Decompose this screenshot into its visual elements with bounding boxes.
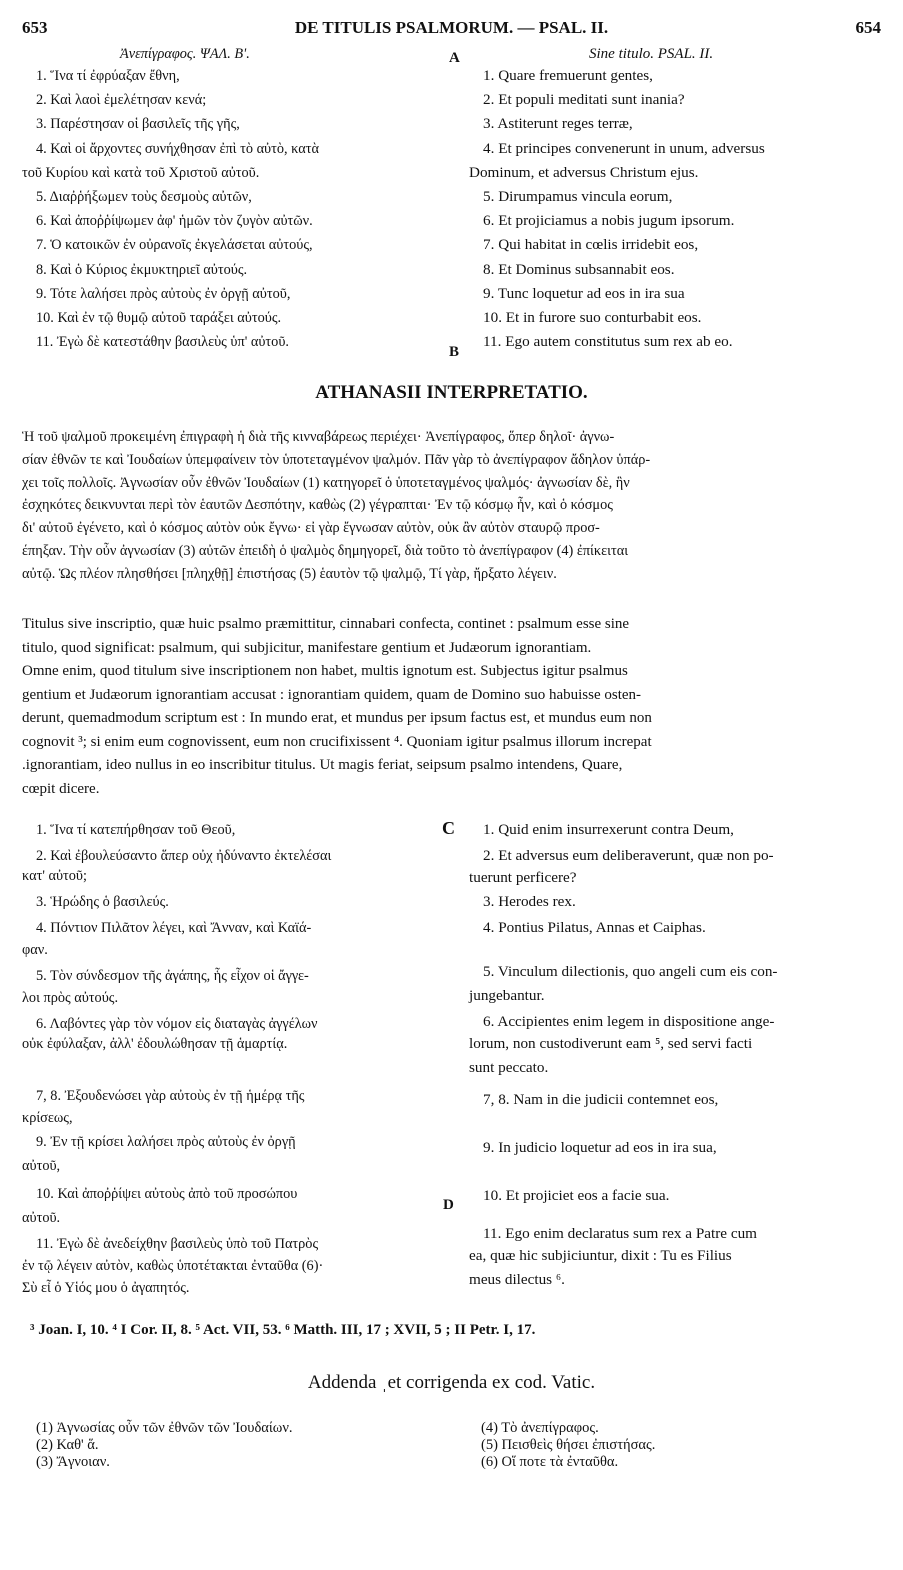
- commentary-verse-latin: ea, quæ hic subjiciuntur, dixit : Tu es Filius: [469, 1247, 732, 1264]
- greek-paragraph-line: χει τοῖς πολλοῖς. Ἀγνωσίαν οὖν ἐθνῶν Ἰουδαίων (1) κατηγορεῖ ὁ ὑποτεταγμένος ψαλμός· ἀγνωσίαν δὲ, ἣν: [22, 474, 630, 491]
- psalm-verse-latin: 2. Et populi meditati sunt inania?: [483, 91, 685, 109]
- addenda-title: Addenda ˌet corrigenda ex cod. Vatic.: [307, 1372, 596, 1393]
- commentary-verse-latin: 11. Ego enim declaratus sum rex a Patre cum: [483, 1225, 757, 1242]
- greek-paragraph-line: έπηξαν. Τὴν οὖν ἀγνωσίαν (3) αὐτῶν ἐπειδὴ ὁ ψαλμὸς δημηγορεῖ, διὰ τοῦτο τὸ ἀνεπίγραφον (4) ἐπίκειται: [22, 542, 629, 559]
- addenda-entry: (6) Οἵ ποτε τὰ ἐνταῦθα.: [481, 1454, 619, 1470]
- commentary-verse-greek: 4. Πόντιον Πιλᾶτον λέγει, καὶ Ἄνναν, καὶ Καϊά-: [36, 920, 312, 936]
- psalm-latin-title: Sine titulo. PSAL. II.: [589, 46, 714, 62]
- commentary-verse-latin: 9. In judicio loquetur ad eos in ira sua,: [483, 1139, 717, 1156]
- latin-paragraph-line: derunt, quemadmodum scriptum est : In mundo erat, et mundus per ipsum factus est, et mundus eum non: [22, 710, 652, 726]
- psalm-verse-latin: 4. Et principes convenerunt in unum, adversus: [483, 139, 765, 157]
- page-number-right: 654: [855, 18, 881, 37]
- commentary-verse-latin: 4. Pontius Pilatus, Annas et Caiphas.: [483, 919, 706, 936]
- commentary-verse-latin: 10. Et projiciet eos a facie sua.: [483, 1187, 670, 1204]
- psalm-verse-latin: 8. Et Dominus subsannabit eos.: [483, 260, 675, 278]
- psalm-verse-greek: 6. Καὶ ἀποῤῥίψωμεν ἀφ' ἡμῶν τὸν ζυγὸν αὐτῶν.: [36, 213, 313, 230]
- commentary-verse-latin: 5. Vinculum dilectionis, quo angeli cum eis con-: [483, 963, 778, 980]
- commentary-verse-latin: 6. Accipientes enim legem in dispositione ange-: [483, 1013, 775, 1030]
- margin-marker-d: D: [443, 1197, 454, 1213]
- psalm-verse-latin: 3. Astiterunt reges terræ,: [483, 115, 633, 133]
- psalm-verse-greek: 7. Ὁ κατοικῶν ἐν οὐρανοῖς ἐκγελάσεται αὐτούς,: [36, 237, 313, 254]
- psalm-verse-greek: τοῦ Κυρίου καὶ κατὰ τοῦ Χριστοῦ αὐτοῦ.: [22, 164, 260, 181]
- psalm-verse-greek: 4. Καὶ οἱ ἄρχοντες συνήχθησαν ἐπὶ τὸ αὐτὸ, κατὰ: [36, 140, 319, 157]
- latin-paragraph: [22, 614, 884, 802]
- latin-paragraph-line: cœpit dicere.: [22, 780, 100, 797]
- commentary-verse-latin: 7, 8. Nam in die judicii contemnet eos,: [483, 1091, 719, 1108]
- psalm-verse-greek: 5. Διαῤῥήξωμεν τοὺς δεσμοὺς αὐτῶν,: [36, 189, 252, 205]
- addenda-entry: (2) Καθ' ἅ.: [36, 1437, 99, 1453]
- psalm-verse-greek: 8. Καὶ ὁ Κύριος ἐκμυκτηριεῖ αὐτούς.: [36, 261, 248, 278]
- commentary-verse-latin: sunt peccato.: [469, 1059, 549, 1076]
- psalm-verse-greek: 2. Καὶ λαοὶ ἐμελέτησαν κενά;: [36, 92, 207, 109]
- commentary-verse-greek: 7, 8. Ἐξουδενώσει γὰρ αὐτοὺς ἐν τῇ ἡμέρᾳ τῆς: [36, 1088, 305, 1104]
- psalm-verse-latin: 10. Et in furore suo conturbabit eos.: [483, 309, 702, 326]
- commentary-verse-greek: λοι πρὸς αὐτούς.: [22, 990, 119, 1006]
- margin-marker-b: B: [449, 344, 460, 360]
- commentary-verse-greek: κατ' αὐτοῦ;: [22, 868, 87, 884]
- addenda-entry: (1) Ἀγνωσίας οὖν τῶν ἐθνῶν τῶν Ἰουδαίων.: [36, 1420, 293, 1436]
- greek-paragraph-line: δι' αὐτοῦ ἐγένετο, καὶ ὁ κόσμος αὐτὸν οὐκ ἔγνω· εἰ γὰρ ἔγνωσαν αὐτὸν, οὐκ ἂν αὐτὸν σταυρῷ προσ-: [22, 520, 600, 537]
- greek-paragraph-line: αὐτῷ. Ὡς πλέον πλησθήσει [πληχθῇ] ἐπιστήσας (5) ἑαυτὸν τῷ ψαλμῷ, Τί γὰρ, ἤρξατο λέγειν.: [22, 565, 557, 582]
- footnotes: ³ Joan. I, 10. ⁴ I Cor. II, 8. ⁵ Act. VII, 53. ⁶ Matth. III, 17 ; XVII, 5 ; II Petr. I, 17.: [30, 1322, 536, 1338]
- psalm-verse-greek: 1. Ἵνα τί ἐφρύαξαν ἔθνη,: [36, 68, 180, 84]
- latin-paragraph-line: Omne enim, quod titulum sive inscriptionem non habet, multis ignotum est. Subjectus igitur psalmus: [22, 663, 628, 679]
- commentary-verse-greek: 9. Ἐν τῇ κρίσει λαλήσει πρὸς αὐτοὺς ἐν ὀργῇ: [36, 1134, 296, 1150]
- psalm-greek-title: Ἀνεπίγραφος. ΨΑΛ. Β'.: [120, 46, 250, 62]
- commentary-verse-latin: meus dilectus ⁶.: [469, 1271, 565, 1288]
- psalm-verse-greek: 10. Καὶ ἐν τῷ θυμῷ αὐτοῦ ταράξει αὐτούς.: [36, 310, 282, 326]
- latin-paragraph-line: cognovit ³; si enim eum cognovissent, eum non crucifixissent ⁴. Quoniam igitur psalmus illorum increpat: [22, 733, 652, 750]
- commentary-verse-greek: ἐν τῷ λέγειν αὐτὸν, καθὼς ὑποτέτακται ἐνταῦθα (6)·: [22, 1258, 324, 1274]
- margin-marker-a: A: [449, 50, 460, 66]
- greek-paragraph-line: σίαν ἐθνῶν τε καὶ Ἰουδαίων ὑπεμφαίνειν τὸν ὑποτεταγμένον ψαλμόν. Πᾶν γὰρ τὸ ἀνεπίγραφον ἄδηλον ὑπάρ-: [22, 451, 651, 468]
- commentary-verse-greek: φαν.: [22, 942, 48, 958]
- addenda-entry: (3) Ἄγνοιαν.: [36, 1454, 110, 1470]
- psalm-verse-latin: 6. Et projiciamus a nobis jugum ipsorum.: [483, 212, 735, 230]
- addenda-entry: (4) Τὸ ἀνεπίγραφος.: [481, 1420, 599, 1436]
- psalm-verse-latin: 11. Ego autem constitutus sum rex ab eo.: [483, 333, 733, 351]
- commentary-verse-latin: 2. Et adversus eum deliberaverunt, quæ non po-: [483, 847, 774, 864]
- psalm-verse-greek: 3. Παρέστησαν οἱ βασιλεῖς τῆς γῆς,: [36, 116, 240, 133]
- latin-paragraph-line: titulo, quod significat: psalmum, qui subjicitur, manifestare gentium et Judæorum ignorantiam.: [22, 639, 592, 656]
- psalm-verse-latin: 9. Tunc loquetur ad eos in ira sua: [483, 284, 685, 302]
- commentary-verse-latin: lorum, non custodiverunt eam ⁵, sed servi facti: [469, 1035, 753, 1052]
- commentary-verse-greek: 3. Ἡρώδης ὁ βασιλεύς.: [36, 894, 169, 910]
- latin-paragraph-line: gentium et Judæorum ignorantiam accusat : ignorantiam quidem, quam de Domino suo habuisse osten-: [22, 686, 642, 703]
- commentary-verse-greek: 10. Καὶ ἀποῤῥίψει αὐτοὺς ἀπὸ τοῦ προσώπου: [36, 1186, 298, 1202]
- commentary-verse-latin: jungebantur.: [469, 987, 545, 1004]
- commentary-verse-greek: 5. Τὸν σύνδεσμον τῆς ἀγάπης, ἧς εἶχον οἱ ἄγγε-: [36, 968, 309, 984]
- commentary-verse-greek: 11. Ἐγὼ δὲ ἀνεδείχθην βασιλεὺς ὑπὸ τοῦ Πατρὸς: [36, 1236, 319, 1252]
- addenda-left: [36, 1420, 293, 1471]
- commentary-verse-greek: 6. Λαβόντες γὰρ τὸν νόμον εἰς διαταγὰς ἀγγέλων: [36, 1016, 318, 1032]
- commentary-verse-greek: κρίσεως,: [22, 1110, 73, 1126]
- commentary-verse-greek: 2. Καὶ ἐβουλεύσαντο ἅπερ οὐχ ἠδύναντο ἐκτελέσαι: [36, 848, 332, 864]
- commentary-verse-greek: αὐτοῦ.: [22, 1210, 61, 1226]
- addenda-entry: (5) Πεισθεὶς θήσει ἐπιστήσας.: [481, 1437, 656, 1453]
- running-title: DE TITULIS PSALMORUM. — PSAL. II.: [294, 18, 609, 37]
- addenda-right: [481, 1420, 655, 1471]
- greek-paragraph-line: Ἡ τοῦ ψαλμοῦ προκειμένη ἐπιγραφὴ ἡ διὰ τῆς κινναβάρεως περιέχει· Ἀνεπίγραφος, ὅπερ δηλοῖ· ἀγνω-: [22, 429, 615, 445]
- psalm-verse-latin: Dominum, et adversus Christum ejus.: [469, 163, 699, 181]
- commentary-verse-latin: 3. Herodes rex.: [483, 893, 576, 910]
- psalm-verse-greek: 9. Τότε λαλήσει πρὸς αὐτοὺς ἐν ὀργῇ αὐτοῦ,: [36, 285, 291, 302]
- psalm-verse-latin: 7. Qui habitat in cœlis irridebit eos,: [483, 236, 699, 254]
- psalm-verse-latin: 5. Dirumpamus vincula eorum,: [483, 188, 673, 205]
- commentary-verse-latin: 1. Quid enim insurrexerunt contra Deum,: [483, 821, 734, 838]
- commentary-verse-latin: tuerunt perficere?: [469, 869, 577, 886]
- section-title: ATHANASII INTERPRETATIO.: [315, 382, 588, 403]
- margin-marker-c: C: [442, 818, 455, 838]
- commentary-verse-greek: Σὺ εἶ ὁ Υἱός μου ὁ ἀγαπητός.: [22, 1280, 190, 1296]
- latin-paragraph-line: .ignorantiam, ideo nullus in eo inscribitur titulus. Ut magis feriat, seipsum psalmo intendens, Quare,: [22, 757, 623, 773]
- greek-paragraph: [22, 428, 884, 588]
- greek-paragraph-line: ἐσχηκότες δεικνυνται περὶ τὸν ἑαυτῶν Δεσπότην, καθὼς (2) γέγραπται· Ἐν τῷ κόσμῳ ἦν, καὶ ὁ κόσμος: [22, 497, 613, 514]
- psalm-verse-greek: 11. Ἐγὼ δὲ κατεστάθην βασιλεὺς ὑπ' αὐτοῦ.: [36, 334, 289, 351]
- commentary-verse-greek: οὐκ ἐφύλαξαν, ἀλλ' ἐδουλώθησαν τῇ ἁμαρτίᾳ.: [22, 1036, 288, 1052]
- psalm-verse-latin: 1. Quare fremuerunt gentes,: [483, 67, 653, 84]
- commentary-verse-greek: αὐτοῦ,: [22, 1158, 61, 1174]
- latin-paragraph-line: Titulus sive inscriptio, quæ huic psalmo præmittitur, cinnabari confecta, continet : psalmum esse sine: [22, 616, 630, 632]
- page-number-left: 653: [22, 18, 48, 37]
- commentary-verse-greek: 1. Ἵνα τί κατεπήρθησαν τοῦ Θεοῦ,: [36, 822, 236, 838]
